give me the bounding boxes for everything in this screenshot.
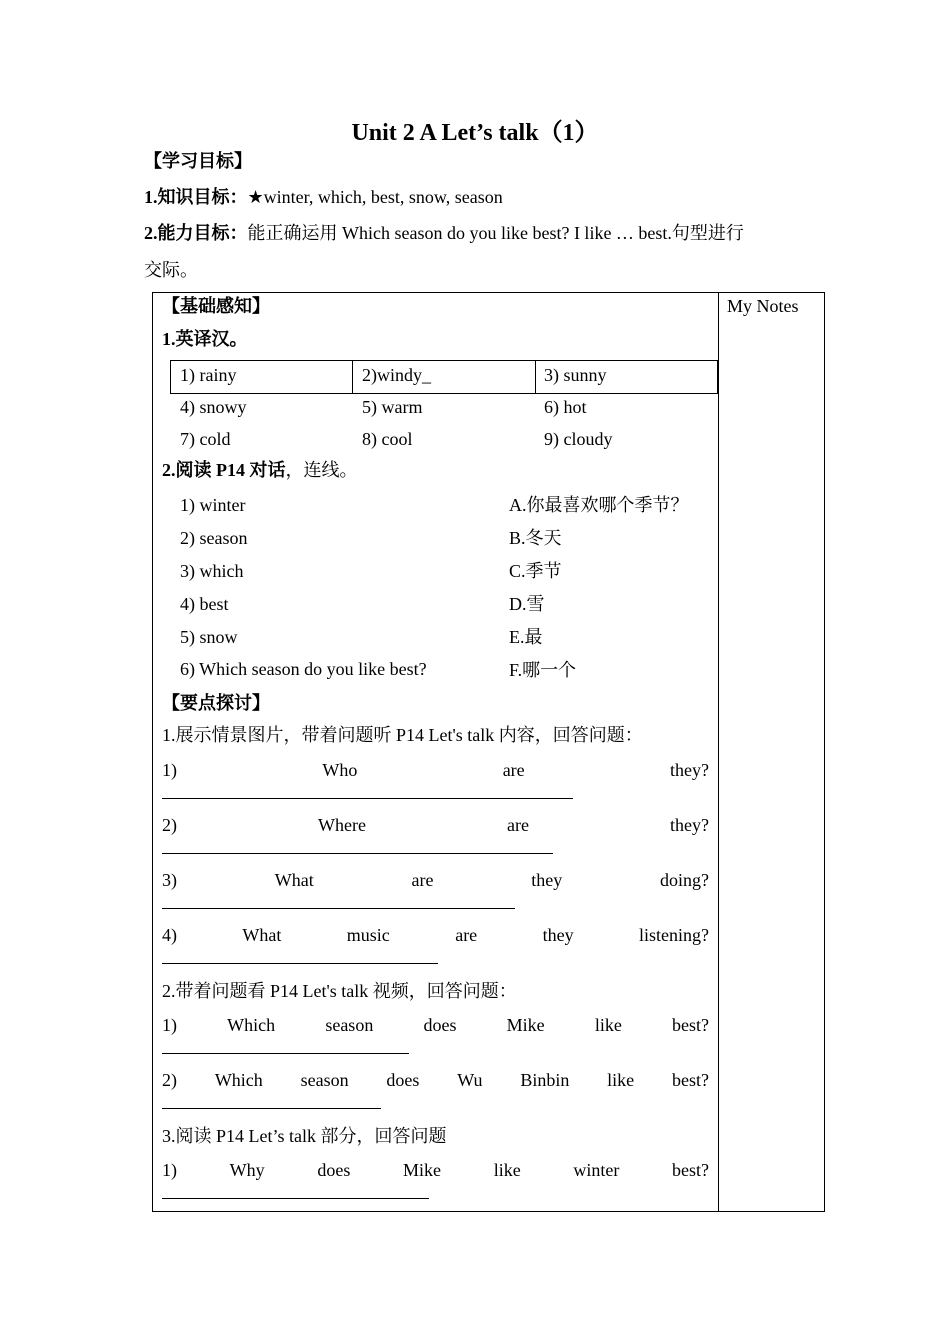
question-word: season <box>300 1070 349 1090</box>
question-word: Which <box>214 1070 263 1090</box>
answer-blank[interactable] <box>162 853 553 854</box>
question-word: listening? <box>639 925 709 945</box>
question-line <box>162 761 709 779</box>
question-word: like <box>607 1070 635 1090</box>
match-right-item: A.你最喜欢哪个季节？ <box>509 495 689 515</box>
question-word: Who <box>322 760 358 780</box>
question-word: they? <box>670 760 709 780</box>
question-word: they <box>542 925 574 945</box>
question-word: are <box>411 870 434 890</box>
question-line <box>162 871 709 889</box>
ability-label: 2.能力目标： <box>144 223 248 243</box>
question-word: doing? <box>659 870 709 890</box>
question-word: Binbin <box>520 1070 570 1090</box>
text-fragment: ，连线。 <box>285 460 358 480</box>
page-title: Unit 2 A Let’s talk（1） <box>351 120 599 146</box>
answer-blank[interactable] <box>162 908 515 909</box>
question-word: are <box>455 925 478 945</box>
question-line <box>162 1161 709 1179</box>
vocab-table-divider <box>352 361 353 393</box>
vocab-table <box>170 360 718 394</box>
match-right-item: E.最 <box>509 627 543 647</box>
question-word: 4) <box>162 925 177 945</box>
question-word: best? <box>671 1070 709 1090</box>
question-line <box>162 926 709 944</box>
question-word: Where <box>318 815 366 835</box>
text-fragment: 2.阅读 P14 对话 <box>162 460 286 480</box>
section-key-points-header: 【要点探讨】 <box>162 693 270 713</box>
vocab-item: 6) hot <box>544 397 587 417</box>
match-right-item: B.冬天 <box>509 528 562 548</box>
question-word: What <box>242 925 282 945</box>
question-word: best? <box>672 1015 709 1035</box>
match-left-item: 1) winter <box>180 495 246 515</box>
question-word: 2) <box>162 815 177 835</box>
match-right-item: D.雪 <box>509 594 545 614</box>
question-word: Which <box>227 1015 276 1035</box>
question-word: winter <box>573 1160 620 1180</box>
ability-text-1: 能正确运用 Which season do you like best? I like … best.句型进行 <box>247 223 744 243</box>
question-word: 2) <box>162 1070 177 1090</box>
match-left-item: 6) Which season do you like best? <box>180 659 427 679</box>
answer-blank[interactable] <box>162 1108 381 1109</box>
vocab-item: 2)windy_ <box>362 365 431 385</box>
vocab-item: 7) cold <box>180 429 231 449</box>
match-left-item: 5) snow <box>180 627 238 647</box>
match-left-item: 3) which <box>180 561 244 581</box>
notes-divider <box>718 292 719 1212</box>
question-word: does <box>423 1015 457 1035</box>
question-word: What <box>274 870 314 890</box>
question-word: are <box>507 815 529 835</box>
match-right-item: C.季节 <box>509 561 562 581</box>
question-word: Why <box>229 1160 265 1180</box>
ability-text-2: 交际。 <box>144 260 198 280</box>
match-left-item: 2) season <box>180 528 248 548</box>
question-word: music <box>346 925 390 945</box>
match-left-item: 4) best <box>180 594 229 614</box>
answer-blank[interactable] <box>162 963 438 964</box>
vocab-item: 5) warm <box>362 397 423 417</box>
vocab-item: 9) cloudy <box>544 429 613 449</box>
question-word: like <box>493 1160 521 1180</box>
question-word: 3) <box>162 870 177 890</box>
question-word: 1) <box>162 1160 177 1180</box>
vocab-item: 3) sunny <box>544 365 607 385</box>
question-word: like <box>594 1015 622 1035</box>
question-line <box>162 1071 709 1089</box>
knowledge-objective <box>144 188 503 206</box>
question-word: Mike <box>506 1015 545 1035</box>
knowledge-text: ★winter, which, best, snow, season <box>247 187 503 207</box>
question-word: does <box>386 1070 420 1090</box>
vocab-table-divider <box>535 361 536 393</box>
task1-title: 1.英译汉。 <box>162 329 248 349</box>
question-line <box>162 816 709 834</box>
question-word: best? <box>672 1160 709 1180</box>
question-word: does <box>317 1160 351 1180</box>
knowledge-label: 1.知识目标： <box>144 187 248 207</box>
vocab-item: 1) rainy <box>180 365 237 385</box>
task2-title <box>162 461 358 479</box>
key-task1-title: 1.展示情景图片，带着问题听 P14 Let's talk 内容，回答问题： <box>162 725 643 745</box>
answer-blank[interactable] <box>162 798 573 799</box>
key-task2-title: 2.带着问题看 P14 Let's talk 视频，回答问题： <box>162 981 517 1001</box>
vocab-item: 4) snowy <box>180 397 247 417</box>
key-task3-title: 3.阅读 P14 Let’s talk 部分，回答问题 <box>162 1126 447 1146</box>
question-word: season <box>325 1015 374 1035</box>
question-word: Wu <box>457 1070 483 1090</box>
ability-objective <box>144 224 744 242</box>
vocab-item: 8) cool <box>362 429 413 449</box>
question-word: they? <box>670 815 709 835</box>
question-word: they <box>531 870 563 890</box>
question-line <box>162 1016 709 1034</box>
question-word: 1) <box>162 1015 177 1035</box>
objectives-header: 【学习目标】 <box>144 151 252 171</box>
answer-blank[interactable] <box>162 1053 409 1054</box>
question-word: Mike <box>403 1160 442 1180</box>
section-basic-header: 【基础感知】 <box>162 296 270 316</box>
question-word: 1) <box>162 760 177 780</box>
match-right-item: F.哪一个 <box>509 660 577 680</box>
my-notes-label: My Notes <box>727 296 799 316</box>
question-word: are <box>502 760 525 780</box>
answer-blank[interactable] <box>162 1198 429 1199</box>
